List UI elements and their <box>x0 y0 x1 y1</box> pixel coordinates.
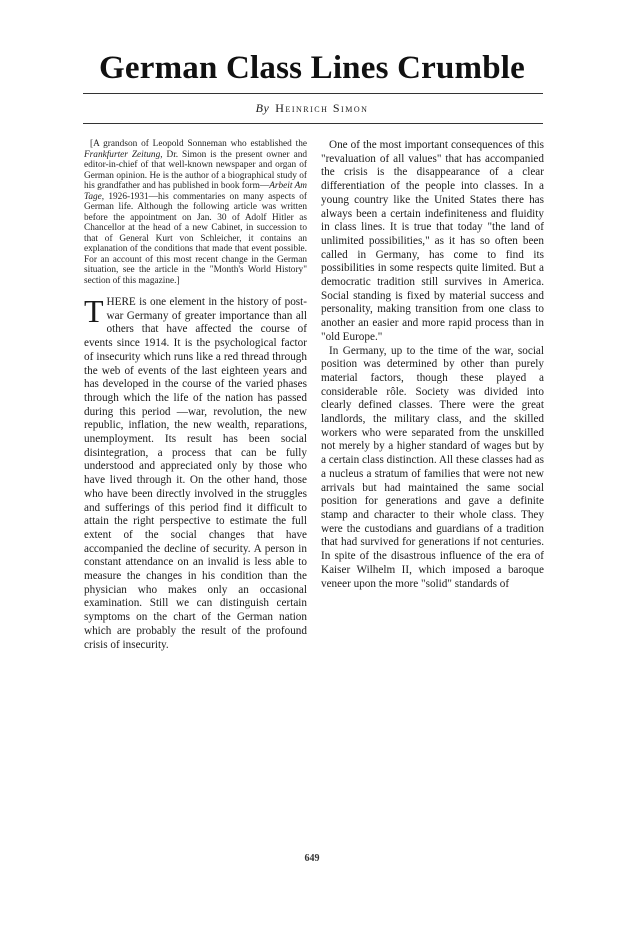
drop-cap: T <box>84 293 104 329</box>
byline-rule <box>83 123 543 124</box>
byline <box>0 101 624 116</box>
newspaper-name: Frankfurter Zeitung <box>84 149 161 160</box>
article-paragraph-1: THERE is one element in the history of post-war Germany of greater importance than all others that have affected the course of events since 1914. It is the psychological factor of insecurity which runs like a red thread through the web of events of the last eighteen years and has developed in the course of the varied phases through which the life of the nation has passed during this period —war, revolution, the new republic, inflation, the new wealth, reparations, unemployment. Its result has been social disintegration, a process that can be fully understood and appreciated only by those who have lived through it. On the other hand, those who have been directly involved in the struggles and sufferings of this period find it difficult to attain the right perspective to estimate the full extent of the social changes that have accompanied the decline of security. A person in constant attendance on an invalid is less able to measure the changes in his condition than the physician who makes only an occasional examination. Still we can distinguish certain symptoms on the chart of the German nation which are probably the result of the profound crisis of insecurity. <box>84 293 307 651</box>
author-name: Heinrich Simon <box>275 101 369 115</box>
byline-prefix: By <box>255 101 270 115</box>
left-column <box>84 139 307 652</box>
lead-in: HERE <box>106 296 136 308</box>
title-rule <box>83 93 543 94</box>
right-column <box>321 139 544 591</box>
article-paragraph-2: One of the most important consequences of this "revaluation of all values" that has accompanied the crisis is the disappearance of a clear differentiation of the people into classes. In a young country like the United States there has always been a certain indefiniteness and fluidity in class lines. It is true that today "the land of unlimited possibilities," as it has so often been called in Germany, has come to find its possibilities in some respects quite limited. But a democratic tradition still survives in America. Social standing is fixed by material success and personality, making transition from one class to another an easier and more rapid process than in "old Europe." <box>321 139 544 343</box>
page-number: 649 <box>304 853 320 864</box>
article-title: German Class Lines Crumble <box>99 50 525 86</box>
editor-note: [A grandson of Leopold Sonneman who established the Frankfurter Zeitung, Dr. Simon is the present owner and editor-in-chief of that well-known newspaper and organ of German opinion. He is the author of a biographical study of his grandfather and has published in book form—Arbeit Am Tage, 1926-1931—his commentaries on many aspects of German life. Although the following article was written before the appointment on Jan. 30 of Adolf Hitler as Chancellor at the head of a new Cabinet, in succession to that of General Kurt von Schleicher, it contains an explanation of the conditions that made that event possible. For an account of this most recent change in the German situation, see the article in the "Month's World History" section of this magazine.] <box>84 139 307 286</box>
article-paragraph-3: In Germany, up to the time of the war, social position was determined by other than purely material factors, though these played a considerable rôle. Society was divided into clearly defined classes. There were the great landlords, the military class, and the skilled workers who were separated from the unskilled not merely by a higher standard of wages but by a certain class distinction. All these classes had as a nucleus a stratum of families that were not new arrivals but had maintained the same social position for generations and gave a definite stamp and character to their whole class. They were the custodians and guardians of a tradition that had survived for generations if not centuries. In spite of the disastrous influence of the era of Kaiser Wilhelm II, which imposed a baroque veneer upon the more "solid" standards of <box>321 344 544 590</box>
book-title: Arbeit Am Tage <box>84 181 307 202</box>
